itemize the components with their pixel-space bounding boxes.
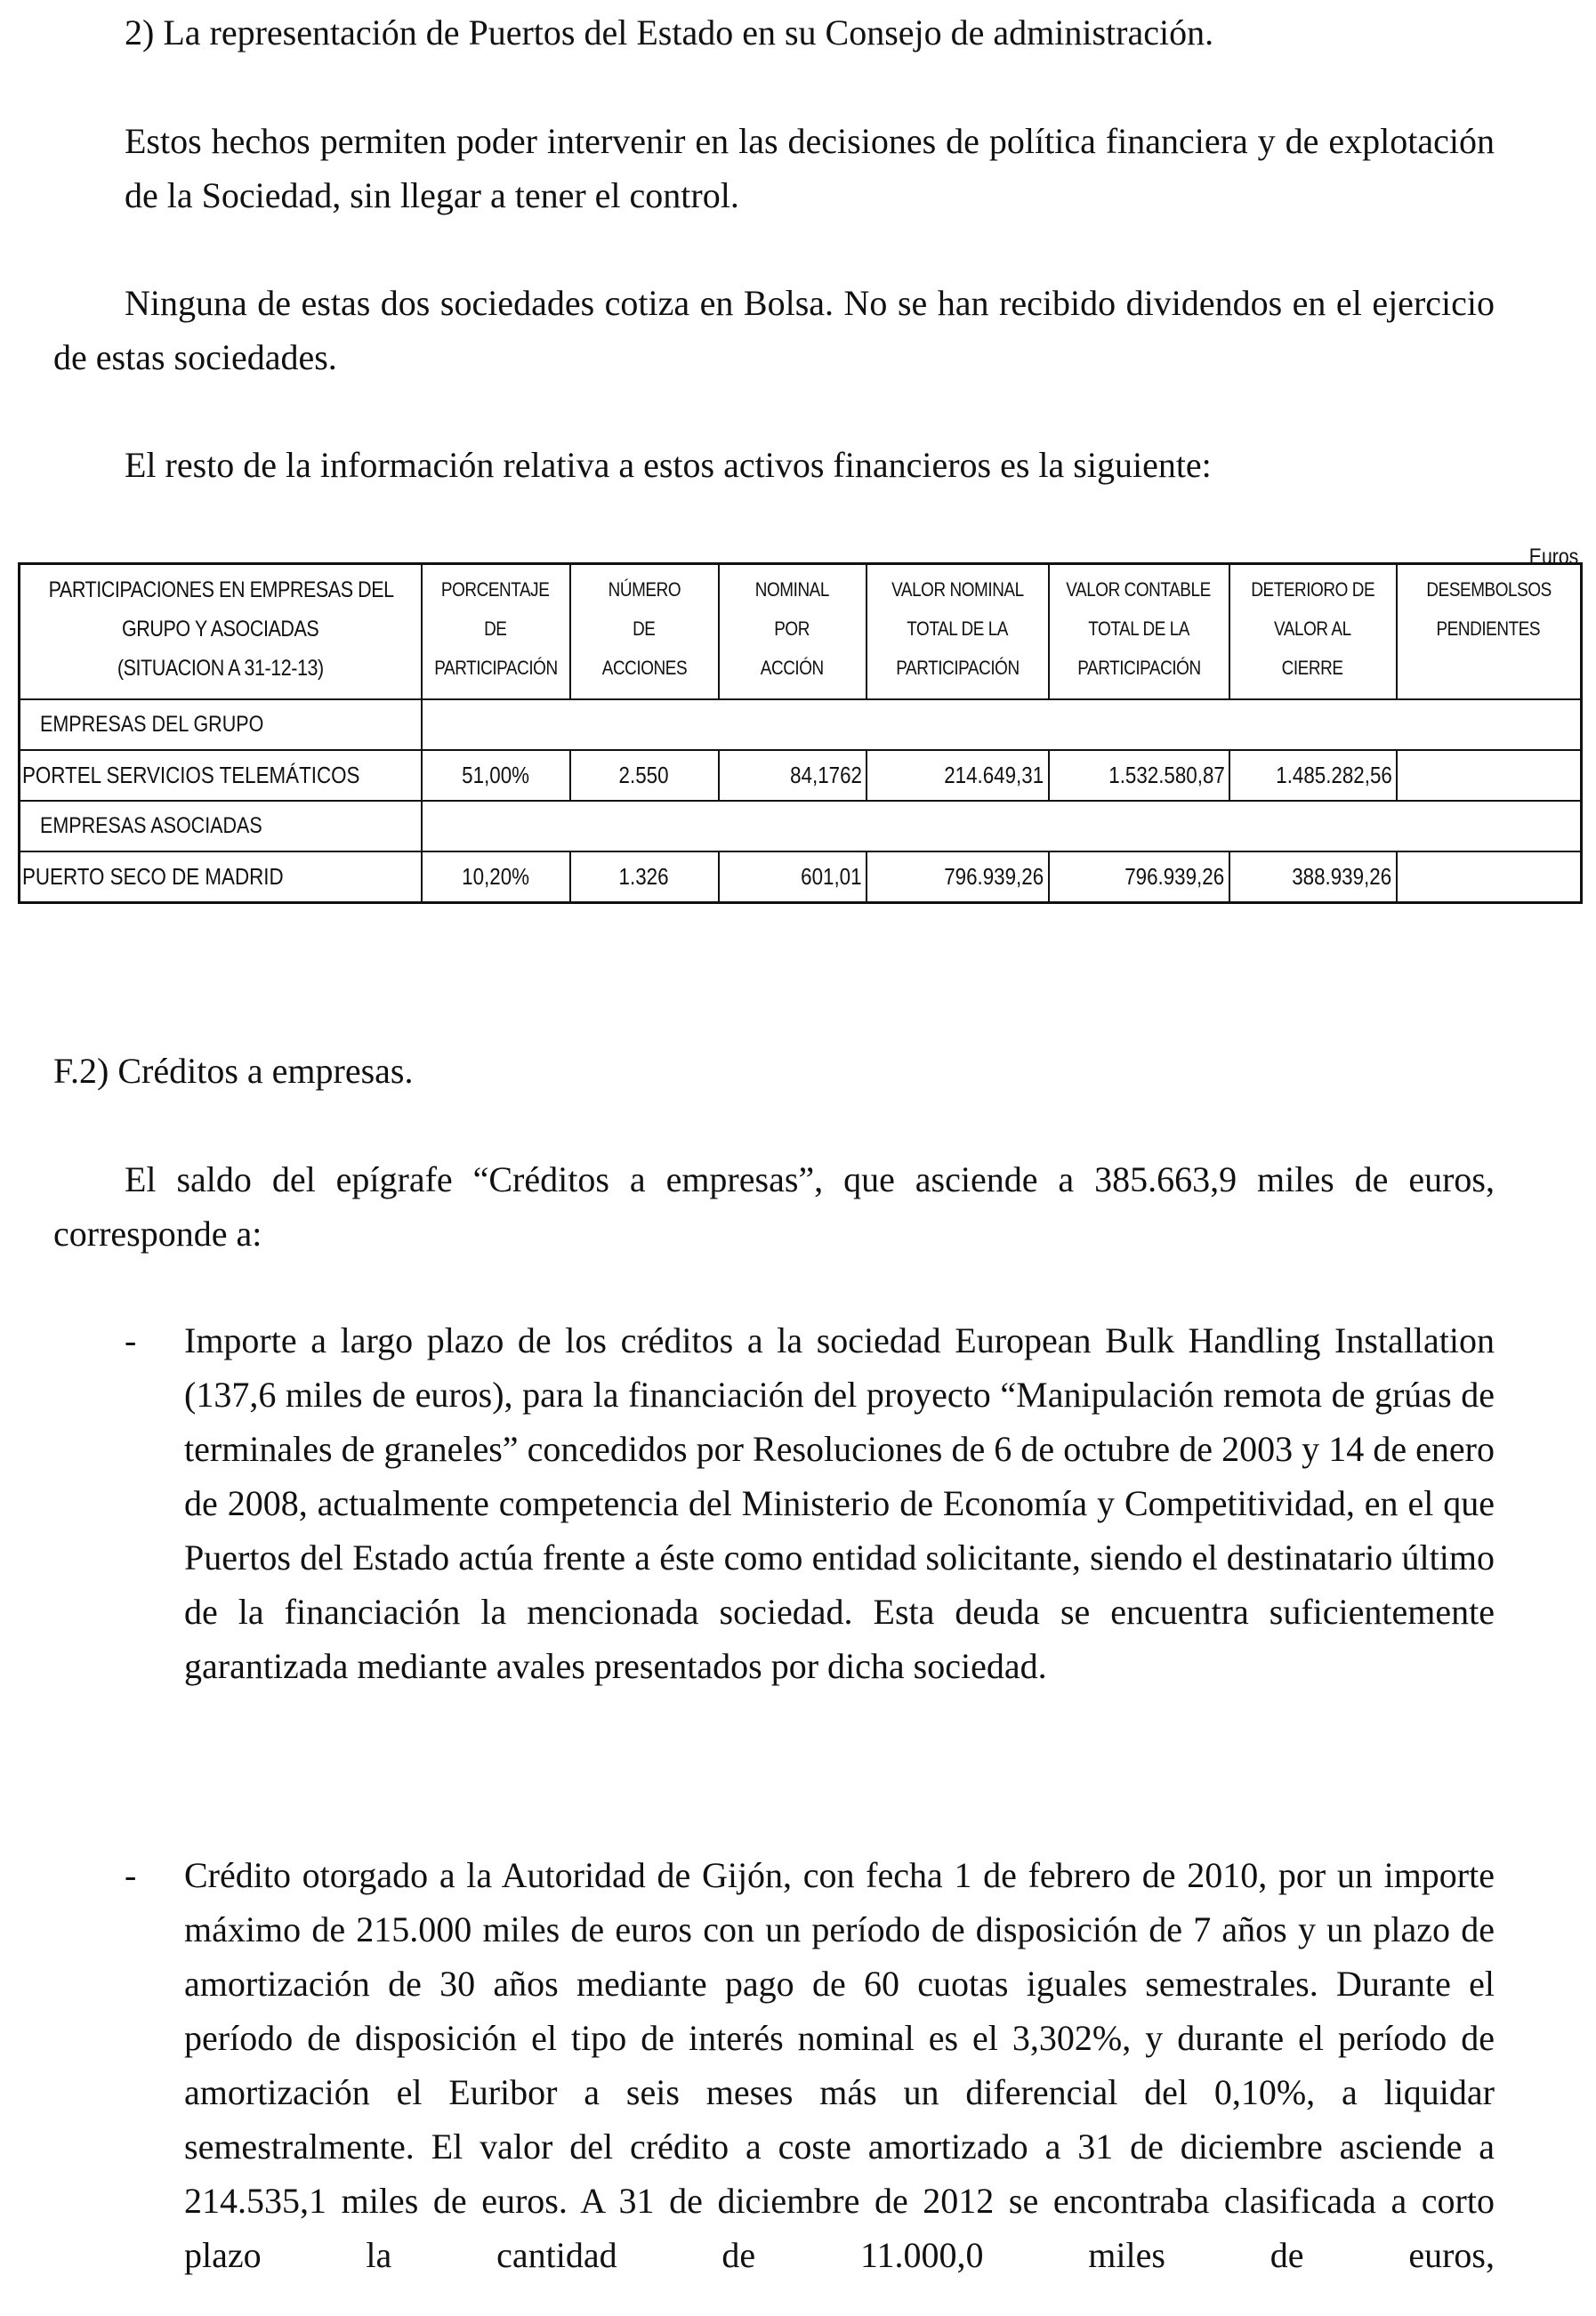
bullet-european-bulk: Importe a largo plazo de los créditos a la sociedad European Bulk Handling Installation (137,6 miles de euros), para la financiación del proyecto “Manipulación remota de grúas de terminales de graneles” concedidos por Resoluciones de 6 de octubre de 2003 y 14 de enero de 2008, actualmente competencia del Ministerio de Economía y Competitividad, en el que Puertos del Estado actúa frente a éste como entidad solicitante, siendo el destinatario último de la financiación la mencionada sociedad. Esta deuda se encuentra suficientemente garantizada mediante avales presentados por dicha sociedad. (184, 1320, 1495, 1686)
table-row (20, 750, 1582, 801)
row-portel-valor-nominal: 214.649,31 (867, 750, 1049, 801)
table-section-row (20, 699, 1582, 750)
paragraph-consejo: 2) La representación de Puertos del Estado en su Consejo de administración. (125, 12, 1214, 52)
paragraph-resto-informacion: El resto de la información relativa a estos activos financieros es la siguiente: (125, 445, 1212, 485)
header-valor-nominal: VALOR NOMINAL TOTAL DE LA PARTICIPACIÓN (867, 564, 1049, 700)
section-empresas-asociadas: EMPRESAS ASOCIADAS (20, 801, 422, 851)
row-puerto-name: PUERTO SECO DE MADRID (20, 851, 422, 903)
row-portel-nominal: 84,1762 (719, 750, 867, 801)
row-portel-porcentaje: 51,00% (422, 750, 570, 801)
row-puerto-nominal: 601,01 (719, 851, 867, 903)
paragraph-saldo-epigrafe: El saldo del epígrafe “Créditos a empresas”, que asciende a 385.663,9 miles de euros, corresponde a: (53, 1159, 1495, 1254)
row-portel-valor-contable: 1.532.580,87 (1049, 750, 1229, 801)
row-portel-deterioro: 1.485.282,56 (1229, 750, 1397, 801)
row-portel-desembolsos (1397, 750, 1582, 801)
row-puerto-desembolsos (1397, 851, 1582, 903)
table-section-row (20, 801, 1582, 851)
header-deterioro: DETERIORO DE VALOR AL CIERRE (1229, 564, 1397, 700)
header-nominal: NOMINAL POR ACCIÓN (719, 564, 867, 700)
row-puerto-numero: 1.326 (570, 851, 719, 903)
bullet-marker: - (125, 1855, 137, 1895)
header-porcentaje: PORCENTAJE DE PARTICIPACIÓN (422, 564, 570, 700)
paragraph-bolsa: Ninguna de estas dos sociedades cotiza en Bolsa. No se han recibido dividendos en el ejercicio de estas sociedades. (53, 283, 1495, 377)
participaciones-table (18, 562, 1583, 904)
row-portel-name: PORTEL SERVICIOS TELEMÁTICOS (20, 750, 422, 801)
paragraph-intervenir: Estos hechos permiten poder intervenir en las decisiones de política financiera y de explotación de la Sociedad, sin llegar a tener el control. (125, 121, 1495, 215)
bullet-marker: - (125, 1320, 137, 1360)
header-participaciones: PARTICIPACIONES EN EMPRESAS DEL GRUPO Y ASOCIADAS (SITUACION A 31-12-13) (20, 564, 422, 700)
bullet-autoridad-gijon: Crédito otorgado a la Autoridad de Gijón, con fecha 1 de febrero de 2010, por un importe máximo de 215.000 miles de euros con un período de disposición de 7 años y un plazo de amortización de 30 años mediante pago de 60 cuotas iguales semestrales. Durante el período de disposición el tipo de interés nominal es el 3,302%, y durante el período de amortización el Euribor a seis meses más un diferencial del 0,10%, a liquidar semestralmente. El valor del crédito a coste amortizado a 31 de diciembre asciende a 214.535,1 miles de euros. A 31 de diciembre de 2012 se encontraba clasificada a corto plazo la cantidad de 11.000,0 miles de euros, (184, 1855, 1495, 2275)
section-empty-cell (422, 801, 1582, 851)
row-puerto-porcentaje: 10,20% (422, 851, 570, 903)
header-numero: NÚMERO DE ACCIONES (570, 564, 719, 700)
row-portel-numero: 2.550 (570, 750, 719, 801)
participaciones-table-wrapper (18, 545, 1580, 904)
row-puerto-deterioro: 388.939,26 (1229, 851, 1397, 903)
row-puerto-valor-contable: 796.939,26 (1049, 851, 1229, 903)
table-header-row (20, 564, 1582, 700)
header-valor-contable: VALOR CONTABLE TOTAL DE LA PARTICIPACIÓN (1049, 564, 1229, 700)
row-puerto-valor-nominal: 796.939,26 (867, 851, 1049, 903)
section-empresas-grupo: EMPRESAS DEL GRUPO (20, 699, 422, 750)
currency-unit-label: Euros (1528, 545, 1578, 569)
table-row (20, 851, 1582, 903)
heading-creditos-empresas: F.2) Créditos a empresas. (53, 1051, 414, 1091)
header-desembolsos: DESEMBOLSOS PENDIENTES (1397, 564, 1582, 700)
section-empty-cell (422, 699, 1582, 750)
